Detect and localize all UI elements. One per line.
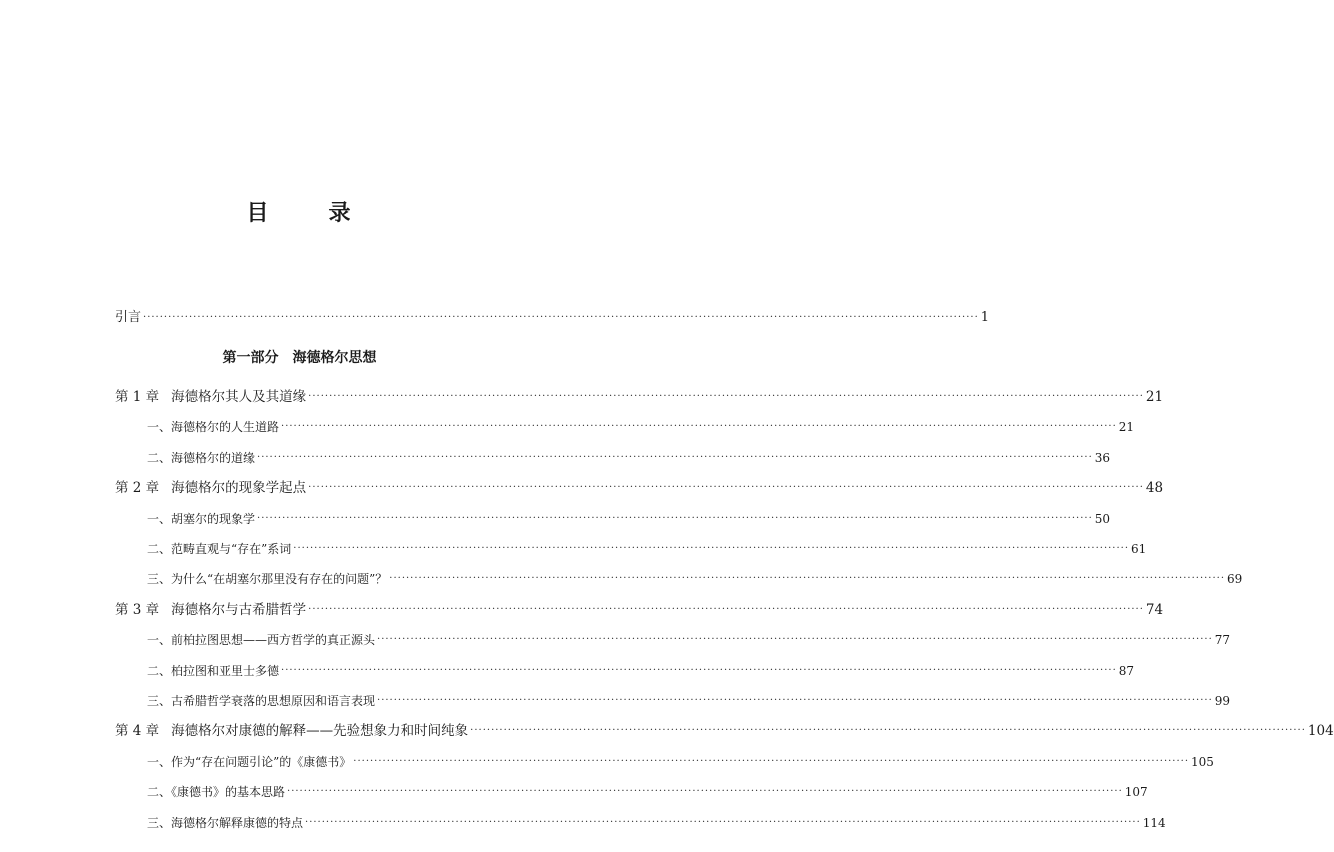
toc-entry-page: 99	[1214, 694, 1231, 708]
leader-dots: ········································································································································································································	[143, 312, 979, 323]
toc-entry-label	[147, 754, 351, 770]
leader-dots: ········································································································································································································	[281, 421, 1117, 433]
toc-section-entry[interactable]	[147, 628, 1231, 648]
leader-dots: ········································································································································································································	[389, 573, 1226, 585]
toc-section-entry[interactable]	[147, 537, 1147, 557]
toc-chapter-entry[interactable]	[115, 385, 1164, 405]
part-title: 海德格尔思想	[292, 350, 377, 366]
entry-title: 一、前柏拉图思想——西方哲学的真正源头	[147, 633, 376, 648]
toc-entry-label	[147, 693, 375, 709]
toc-chapter-entry[interactable]	[115, 598, 1164, 618]
toc-entry-label	[147, 632, 375, 648]
leader-dots: ········································································································································································································	[308, 603, 1144, 615]
toc-entry-label: 引言	[115, 310, 142, 325]
toc-section-entry[interactable]	[147, 659, 1135, 679]
entry-title: 三、为什么“在胡塞尔那里没有存在的问题”？	[147, 572, 388, 587]
leader-dots: ········································································································································································································	[377, 695, 1213, 706]
entry-title: 一、胡塞尔的现象学	[147, 511, 256, 526]
toc-entry-label	[147, 511, 255, 527]
toc-entry-label	[147, 663, 279, 679]
toc-entry-label	[115, 480, 306, 496]
toc-chapter-entry[interactable]	[115, 476, 1164, 497]
leader-dots: ········································································································································································································	[293, 543, 1130, 554]
toc-entry-page: 61	[1131, 542, 1147, 556]
title-char-2: 录	[328, 201, 353, 226]
toc-section-entry[interactable]	[147, 811, 1166, 831]
entry-title: 三、古希腊哲学衰落的思想原因和语言表现	[147, 694, 376, 708]
toc-entry-page: 77	[1214, 633, 1231, 648]
toc-entry-label	[115, 389, 306, 405]
leader-dots: ········································································································································································································	[305, 816, 1141, 828]
entry-title: 二、《康德书》的基本思路	[147, 785, 286, 800]
leader-dots: ········································································································································································································	[470, 725, 1306, 737]
toc-section-entry[interactable]	[147, 689, 1231, 709]
toc-section-entry[interactable]	[147, 780, 1148, 800]
entry-title: 二、海德格尔的道缘	[147, 450, 256, 465]
leader-dots: ········································································································································································································	[257, 512, 1093, 524]
toc-entry-label	[115, 723, 468, 739]
toc-entry-page: 50	[1094, 511, 1111, 526]
entry-title: 海德格尔对康德的解释——先验想象力和时间纯象	[171, 723, 469, 740]
part-label: 第一部分	[222, 350, 279, 366]
entry-title: 一、海德格尔的人生道路	[147, 420, 280, 435]
toc-section-entry[interactable]	[147, 507, 1111, 527]
toc-entry-page: 87	[1118, 663, 1135, 678]
toc-chapter-entry[interactable]	[115, 719, 1334, 740]
toc-section-entry[interactable]	[147, 415, 1135, 435]
leader-dots: ········································································································································································································	[257, 451, 1093, 463]
page-title	[0, 196, 599, 227]
toc-section-entry[interactable]	[147, 750, 1214, 770]
title-char-1: 目	[246, 201, 271, 226]
entry-title: 二、柏拉图和亚里士多德	[147, 663, 280, 678]
entry-title: 海德格尔的现象学起点	[171, 480, 307, 497]
toc-entry-label	[147, 784, 285, 800]
toc-entry-label	[147, 419, 279, 435]
leader-dots: ········································································································································································································	[281, 664, 1117, 676]
chapter-number: 第 4 章	[115, 723, 160, 740]
toc-section-entry[interactable]	[147, 446, 1111, 466]
toc-entry-label	[147, 541, 291, 557]
toc-entry-intro[interactable]	[115, 306, 990, 326]
entry-title: 海德格尔与古希腊哲学	[171, 601, 307, 618]
entry-title: 二、范畴直观与“存在”系词	[147, 542, 292, 556]
toc-entry-page: 21	[1118, 420, 1135, 435]
chapter-number: 第 2 章	[115, 480, 160, 497]
entry-title: 三、海德格尔解释康德的特点	[147, 815, 304, 830]
toc-entry-page: 48	[1145, 480, 1164, 497]
chapter-number: 第 3 章	[115, 601, 160, 618]
entry-title: 海德格尔其人及其道缘	[171, 389, 307, 405]
toc-entry-page: 107	[1124, 785, 1148, 800]
leader-dots: ········································································································································································································	[287, 786, 1123, 798]
chapter-number: 第 1 章	[115, 389, 160, 405]
leader-dots: ········································································································································································································	[308, 391, 1144, 402]
part-heading	[0, 347, 599, 367]
leader-dots: ········································································································································································································	[377, 634, 1213, 646]
toc-section-entry[interactable]	[147, 567, 1243, 587]
toc-entry-page: 36	[1094, 450, 1111, 465]
toc-entry-label	[115, 602, 306, 618]
entry-title: 一、作为“存在问题引论”的《康德书》	[147, 754, 352, 769]
toc-entry-page: 105	[1191, 754, 1214, 769]
toc-entry-page: 74	[1145, 601, 1164, 618]
toc-entry-page: 69	[1227, 572, 1243, 587]
toc-entry-label	[147, 815, 303, 831]
toc-entry-page: 114	[1142, 815, 1166, 830]
toc-entry-page: 1	[980, 310, 990, 325]
toc-entry-label	[147, 571, 387, 587]
leader-dots: ········································································································································································································	[308, 482, 1144, 494]
toc-entry-label	[147, 450, 255, 466]
leader-dots: ········································································································································································································	[353, 755, 1190, 767]
toc-entry-page: 104	[1307, 723, 1334, 740]
toc-entry-page: 21	[1145, 389, 1164, 405]
